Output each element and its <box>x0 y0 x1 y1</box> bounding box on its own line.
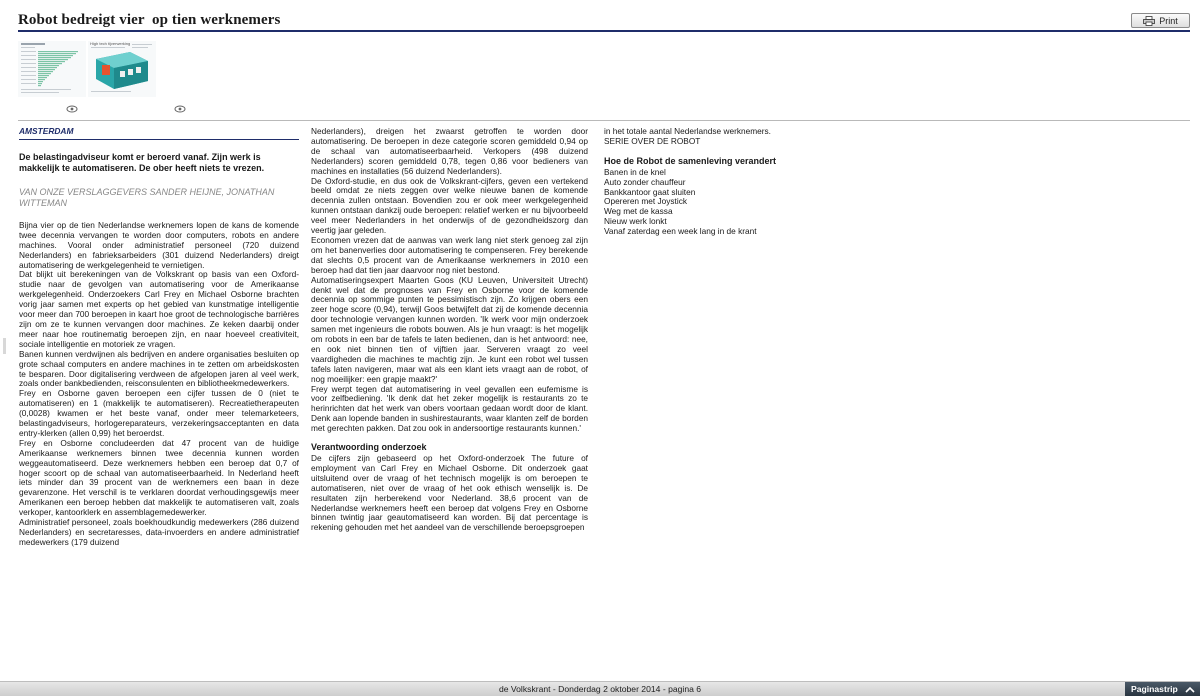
chevron-up-icon <box>1185 686 1195 693</box>
paragraph: Bijna vier op de tien Nederlandse werknemers lopen de kans de komende twee decennia vervangen te worden door computers, robots en andere machines. Vooral onder administratief personeel (720 duizend Nederlanders) en fabrieksarbeiders (301 duizend Nederlanders) dreigt automatisering de werkgelegenheid te vernietigen. <box>19 219 299 270</box>
print-button-label: Print <box>1159 15 1178 26</box>
print-button[interactable] <box>1131 13 1190 28</box>
side-scroll-marker <box>3 338 6 354</box>
header-divider <box>18 30 1190 32</box>
paragraph: Dat blijkt uit berekeningen van de Volkskrant op basis van een Oxford-studie naar de gevolgen van automatisering voor de Amerikaanse werkgelegenheid. Onderzoekers Carl Frey en Michael Osborne brachten vorig jaar samen met experts op het gebied van kunstmatige intelligentie voor meer dan 700 beroepen in kaart hoe groot de technologische barrières zijn om ze te kunnen vervangen door machines. Ze keken daarbij onder meer naar hoe routinematig beroepen zijn, en naar hoeveel creativiteit, sociale intelligentie en motoriek ze vragen. <box>19 269 299 349</box>
paginastrip-button[interactable] <box>1125 682 1200 696</box>
paragraph: De Oxford-studie, en dus ook de Volkskrant-cijfers, geven een vertekend beeld omdat ze niets zeggen over welke nieuwe banen de komende decennia zullen ontstaan. Bovendien zou er ook meer werkgelegenheid kunnen ontstaan dankzij oude beroepen: relatief werken er nu bijvoorbeeld veel meer Nederlanders in het onderwijs of de gezondheidszorg dan veertig jaar geleden. <box>311 175 588 236</box>
chart-thumbnail[interactable] <box>18 41 86 97</box>
article-title: Robot bedreigt vier op tien werknemers <box>18 12 281 28</box>
paragraph: Administratief personeel, zoals boekhoudkundig medewerkers (286 duizend Nederlanders) en secretaresses, data-invoerders en andere administratief medewerkers (179 duizend <box>19 517 299 547</box>
subheading-verantwoording: Verantwoording onderzoek <box>311 442 427 453</box>
zoom-icon[interactable] <box>66 100 78 108</box>
article-header <box>0 0 1200 36</box>
series-heading: Hoe de Robot de samenleving verandert <box>604 155 777 166</box>
machine-graphic-thumbnail[interactable] <box>88 41 156 97</box>
dateline-divider <box>19 139 299 140</box>
article-column-3 <box>604 127 824 237</box>
series-item: Auto zonder chauffeur <box>604 176 686 187</box>
series-item: Nieuw werk lonkt <box>604 216 667 227</box>
paragraph: Frey en Osborne gaven beroepen een cijfer tussen de 0 (niet te automatiseren) en 1 (makkelijk te automatiseren). Recreatietherapeuten (0,0028) kwamen er het beste vanaf, onder meer telemarketeers, belastingadviseurs, horlogereparateurs, verzekeringsacceptanten en data entry-klerken (allen 0,99) het beroerdst. <box>19 388 299 438</box>
paragraph: Banen kunnen verdwijnen als bedrijven en andere organisaties besluiten op grote schaal computers en andere machines in te zetten om arbeidskosten te besparen. Door digitalisering verdween de afgelopen jaren al veel werk, zoals onder bankbedienden, reisconsulenten en bibliotheekmedewerkers. <box>19 348 299 389</box>
machine-graphic-label: High tech tijverwerking <box>90 41 131 46</box>
series-label: SERIE OVER DE ROBOT <box>604 135 701 146</box>
series-item: Vanaf zaterdag een week lang in de krant <box>604 226 757 237</box>
graphics-strip <box>18 38 1190 118</box>
dateline: AMSTERDAM <box>19 126 74 136</box>
paragraph: Automatiseringsexpert Maarten Goos (KU Leuven, Universiteit Utrecht) denkt wel dat de prognoses van Frey en Osborne voor de komende decennia op sommige punten te pessimistisch zijn. Zo krijgen obers een zeer hoge score (0,94), terwijl Goos betwijfelt dat zij de komende decennia door technologie vervangen kunnen worden. 'Ik werk voor mijn onderzoek samen met ingenieurs die robots bouwen. Als je hun vraagt: is het mogelijk om robots in een bar de tafels te laten bedienen, dan is het antwoord: nee, en ook niet binnen tien of vijftien jaar. Serveren vraagt zo veel vaardigheden die machines te machtig zijn. Je kunt een robot wel tussen tafels laten navigeren, maar wat als een klant iets vraagt aan de robot, of nog moeilijker: een grapje maakt?' <box>311 274 588 384</box>
series-item: Banen in de knel <box>604 166 666 177</box>
graphics-divider <box>18 120 1190 121</box>
series-item: Weg met de kassa <box>604 206 673 217</box>
paragraph: Economen vrezen dat de aanwas van werk lang niet sterk genoeg zal zijn om het banenverlies door automatisering te compenseren. Frey berekende dat slechts 0,5 procent van de Amerikaanse werknemers in 2010 een beroep had dat tien jaar daarvoor nog niet bestond. <box>311 234 588 275</box>
paragraph: Nederlanders), dreigen het zwaarst getroffen te worden door automatisering. De beroepen in deze categorie scoren gemiddeld 0,94 op de schaal van automatiseerbaarheid. Verkopers (498 duizend Nederlanders) scoren gemiddeld 0,78, tegen 0,86 voor bedieners van machines en installaties (56 duizend Nederlanders). <box>311 126 588 176</box>
paginastrip-label: Paginastrip <box>1131 684 1178 694</box>
series-item: Opereren met Joystick <box>604 196 687 207</box>
footer-bar <box>0 681 1200 696</box>
paragraph: Frey werpt tegen dat automatisering in veel gevallen een eufemisme is voor zelfbediening. 'Ik denk dat het zeker mogelijk is restaurants zo te herinrichten dat het werk van obers voortaan gedaan wordt door de klant. Denk aan lopende banden in sushirestaurants, waar klanten zelf de borden met gerechten pakken. Dat zou ook in andersoortige restaurants kunnen.' <box>311 383 588 434</box>
paragraph: De cijfers zijn gebaseerd op het Oxford-onderzoek The future of employment van Carl Frey en Michael Osborne. Dit onderzoek gaat uitsluitend over de vraag of het technisch mogelijk is om beroepen te automatiseren, niet over de vraag of het ook ethisch wenselijk is. De resultaten zijn herberekend voor Nederland. 38,6 procent van de Nederlandse werknemers heeft een beroep dat volgens Frey en Osborne binnen twintig jaar geautomatiseerd kan worden. Bij dat percentage is rekening gehouden met het aandeel van de verschillende beroepsgroepen <box>311 453 588 533</box>
publication-info: de Volkskrant - Donderdag 2 oktober 2014 - pagina 6 <box>498 684 702 694</box>
article-column-2 <box>311 127 588 533</box>
paragraph: Frey en Osborne concludeerden dat 47 procent van de huidige Amerikaanse werknemers binnen twee decennia kunnen worden weggeautomatiseerd. Deze werknemers hebben een beroep dat 0,7 of hoger scoort op de schaal van automatiseerbaarheid. In Nederland heeft iets minder dan 39 procent van de werknemers een baan in deze gevarenzone. Het verschil is te verklaren doordat verhoudingsgewijs meer Amerikanen een beroep hebben dat makkelijk te automatiseren valt, zoals verkoper, kantoorklerk en assemblagemedewerker. <box>19 437 299 518</box>
paragraph: in het totale aantal Nederlandse werknemers. <box>604 126 771 136</box>
byline: VAN ONZE VERSLAGGEVERS SANDER HEIJNE, JONATHAN WITTEMAN <box>19 186 275 208</box>
machine-illustration-graphic <box>88 41 156 97</box>
printer-icon <box>1143 16 1155 26</box>
zoom-icon[interactable] <box>174 100 186 108</box>
series-item: Bankkantoor gaat sluiten <box>604 186 696 197</box>
bar-chart-thumbnail-graphic <box>18 41 86 97</box>
article-column-1 <box>19 127 299 548</box>
article-lead: De belastingadviseur komt er beroerd vanaf. Zijn werk is makkelijk te automatiseren. De ober heeft niets te vrezen. <box>19 151 265 173</box>
